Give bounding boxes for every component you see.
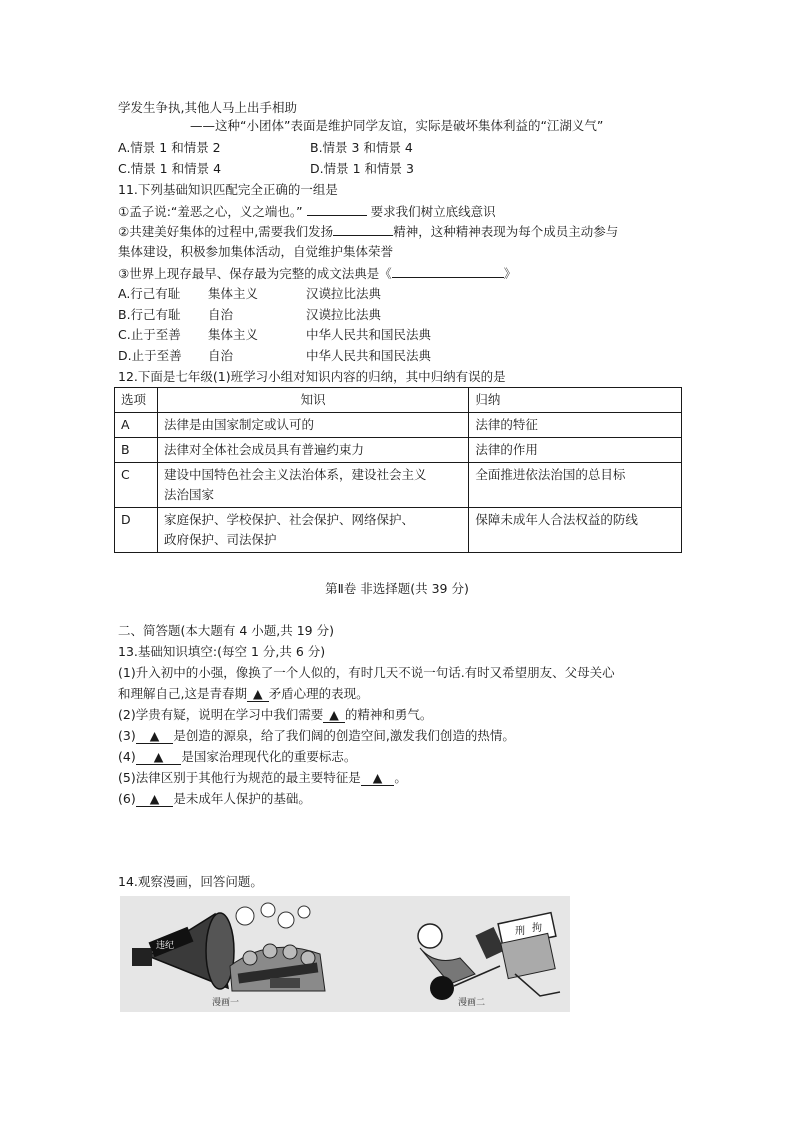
q13-sub4-text: 是国家治理现代化的重要标志。 (181, 749, 357, 764)
q11-option-b-1: B.行己有耻 (118, 307, 181, 322)
table-row (115, 463, 682, 508)
q13-sub6 (118, 790, 311, 808)
q13-sub1-text: 和理解自己,这是青春期 (118, 686, 247, 701)
q13-answer-blank-5: ▲ (361, 771, 395, 786)
q13-answer-blank-2: ▲ (323, 708, 345, 723)
row-knowledge-line1: 建设中国特色社会主义法治体系，建设社会主义 (163, 467, 427, 482)
q13-sub3-num: (3) (118, 728, 136, 743)
q11-option-a-1: A.行己有耻 (118, 286, 181, 301)
q11-item1 (118, 202, 496, 221)
q13-sub1-line1: (1)升入初中的小强，像换了一个人似的，有时几天不说一句话.有时又希望朋友、父母关心 (118, 665, 615, 680)
q12-table (114, 387, 682, 553)
q13-sub4 (118, 748, 356, 766)
q13-sub3 (118, 727, 515, 745)
row-summary: 法律的特征 (469, 413, 682, 438)
q13-sub2-text-b: 的精神和勇气。 (344, 707, 433, 722)
q10-text-line1: 学发生争执,其他人马上出手相助 (118, 100, 297, 115)
q11-option-c-1: C.止于至善 (118, 327, 181, 342)
q13-sub6-num: (6) (118, 791, 136, 806)
q11-blank-2 (333, 222, 393, 236)
q10-option-b: B.情景 3 和情景 4 (310, 140, 413, 155)
q11-item3 (118, 264, 516, 283)
q13-sub5-text: (5)法律区别于其他行为规范的最主要特征是 (118, 770, 361, 785)
cartoon-illustration (120, 896, 570, 1012)
row-option: C (115, 463, 158, 508)
row-option: B (115, 438, 158, 463)
sign-character-2: 拘 (532, 923, 542, 934)
row-knowledge-line2: 政府保护、司法保护 (163, 532, 277, 547)
row-summary: 法律的作用 (469, 438, 682, 463)
q11-blank-3 (392, 264, 504, 278)
row-option: D (115, 508, 158, 553)
q13-answer-blank-4: ▲ (136, 750, 182, 765)
cartoon-one-caption: 漫画一 (212, 998, 240, 1008)
q10-option-c: C.情景 1 和情景 4 (118, 161, 222, 176)
row-summary: 保障未成年人合法权益的防线 (469, 508, 682, 553)
row-knowledge (157, 463, 468, 508)
q13-answer-blank-3: ▲ (136, 729, 174, 744)
q11-option-b-3: 汉谟拉比法典 (306, 307, 382, 322)
table-row (115, 413, 682, 438)
row-knowledge: 法律是由国家制定或认可的 (157, 413, 468, 438)
table-header-knowledge: 知识 (157, 388, 468, 413)
section-part-heading: 二、简答题(本大题有 4 小题,共 19 分) (118, 623, 334, 638)
q11-option-c-2: 集体主义 (208, 327, 259, 342)
q13-answer-blank-6: ▲ (136, 792, 174, 807)
q13-sub6-text: 是未成年人保护的基础。 (173, 791, 311, 806)
q13-sub5-end: 。 (394, 770, 407, 785)
row-summary: 全面推进依法治国的总目标 (469, 463, 682, 508)
row-knowledge-line1: 家庭保护、学校保护、社会保护、网络保护、 (163, 512, 414, 527)
q13-sub2 (118, 706, 432, 724)
q11-item1-text-b: 要求我们树立底线意识 (370, 204, 496, 219)
q13-sub3-text: 是创造的源泉，给了我们阔的创造空间,激发我们创造的热情。 (173, 728, 515, 743)
cartoon-two-caption: 漫画二 (458, 998, 486, 1008)
q11-item2-text: ②共建美好集体的过程中,需要我们发扬 (118, 224, 334, 239)
table-row (115, 438, 682, 463)
q10-option-d: D.情景 1 和情景 3 (310, 161, 414, 176)
table-header-summary: 归纳 (469, 388, 682, 413)
q11-item2-cont: 集体建设，积极参加集体活动，自觉维护集体荣誉 (118, 244, 394, 259)
q11-option-a-3: 汉谟拉比法典 (306, 286, 382, 301)
q11-item3-text: ③世界上现存最早、保存最为完整的成文法典是《 (118, 266, 392, 281)
q11-option-b-2: 自治 (208, 307, 234, 322)
q11-item2 (118, 222, 618, 241)
q11-option-c-3: 中华人民共和国民法典 (306, 327, 432, 342)
row-knowledge (157, 508, 468, 553)
q11-blank-1 (307, 202, 367, 216)
table-header-option: 选项 (115, 388, 158, 413)
q10-text-line2: ——这种“小团体”表面是维护同学友谊，实际是破坏集体利益的“江湖义气” (190, 118, 604, 133)
q14-stem: 14.观察漫画，回答问题。 (118, 874, 263, 889)
q13-answer-blank-1: ▲ (247, 687, 269, 702)
q11-option-a-2: 集体主义 (208, 286, 259, 301)
table-header-row (115, 388, 682, 413)
q10-option-a: A.情景 1 和情景 2 (118, 140, 221, 155)
q11-item1-text: ①孟子说:“羞恶之心，义之端也。” (118, 204, 303, 219)
loudspeaker-label: 违纪 (156, 941, 175, 951)
q13-sub4-num: (4) (118, 749, 136, 764)
q11-option-d-1: D.止于至善 (118, 348, 182, 363)
q13-sub1-line2 (118, 685, 369, 703)
q13-sub1-text-b: 矛盾心理的表现。 (268, 686, 369, 701)
row-knowledge: 法律对全体社会成员具有普遍约束力 (157, 438, 468, 463)
q11-option-d-3: 中华人民共和国民法典 (306, 348, 432, 363)
table-row (115, 508, 682, 553)
q13-stem: 13.基础知识填空:(每空 1 分,共 6 分) (118, 644, 326, 659)
q11-stem: 11.下列基础知识匹配完全正确的一组是 (118, 182, 338, 197)
row-knowledge-line2: 法治国家 (163, 487, 214, 502)
cartoon-image (120, 896, 570, 1012)
q11-option-d-2: 自治 (208, 348, 234, 363)
q13-sub5 (118, 769, 407, 787)
q12-stem: 12.下面是七年级(1)班学习小组对知识内容的归纳，其中归纳有误的是 (118, 369, 506, 384)
sign-character-1: 刑 (515, 926, 525, 937)
q11-item2-text-b: 精神，这种精神表现为每个成员主动参与 (393, 224, 619, 239)
row-option: A (115, 413, 158, 438)
section-title: 第Ⅱ卷 非选择题(共 39 分) (325, 581, 469, 596)
q13-sub2-text: (2)学贵有疑，说明在学习中我们需要 (118, 707, 324, 722)
q11-item3-close: 》 (503, 266, 517, 281)
